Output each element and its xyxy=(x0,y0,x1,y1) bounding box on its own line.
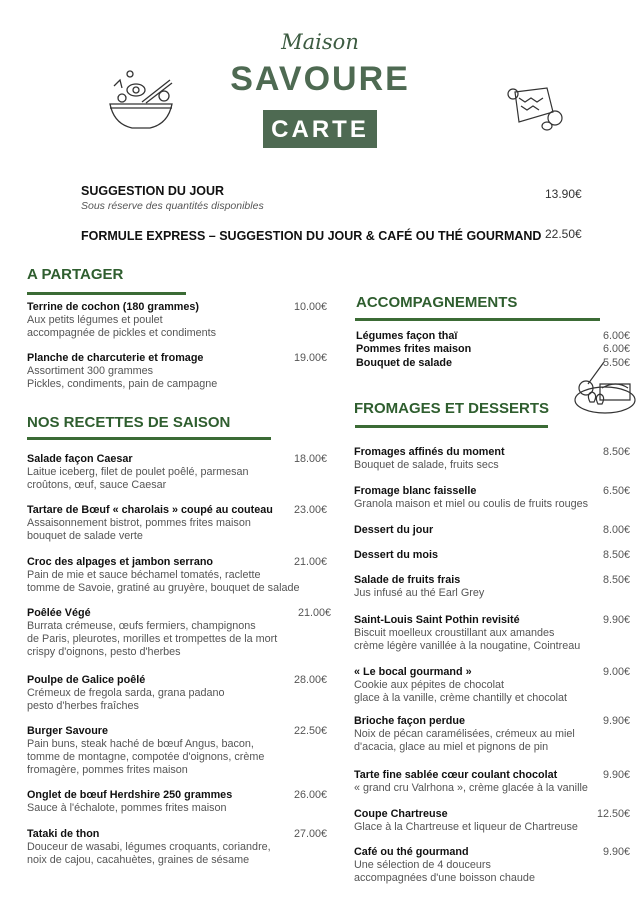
item-price: 27.00€ xyxy=(293,828,327,840)
section-title-accompagnements: ACCOMPAGNEMENTS xyxy=(356,294,518,311)
item-description: Sauce à l'échalote, pommes frites maison xyxy=(27,802,227,814)
item-description: pesto d'herbes fraîches xyxy=(27,700,139,712)
item-name: Terrine de cochon (180 grammes) xyxy=(27,301,200,313)
item-name: Pommes frites maison xyxy=(356,343,472,355)
item-name: Salade de fruits frais xyxy=(354,574,461,586)
item-price: 19.00€ xyxy=(293,352,327,364)
item-name: « Le bocal gourmand » xyxy=(354,666,472,678)
item-name: Croc des alpages et jambon serrano xyxy=(27,556,214,568)
item-name: Fromage blanc faisselle xyxy=(354,485,477,497)
item-description: crispy d'oignons, pesto d'herbes xyxy=(27,646,181,658)
item-name: Coupe Chartreuse xyxy=(354,808,448,820)
item-description: Pain de mie et sauce béchamel tomatés, raclette xyxy=(27,569,261,581)
item-name: Fromages affinés du moment xyxy=(354,446,505,458)
item-description: Laitue iceberg, filet de poulet poêlé, parmesan xyxy=(27,466,249,478)
menu-item xyxy=(356,343,471,356)
item-name: Tataki de thon xyxy=(27,828,100,840)
item-price: 6.50€ xyxy=(602,485,630,497)
item-price: 8.50€ xyxy=(602,549,630,561)
item-price: 6.00€ xyxy=(602,330,630,342)
menu-item xyxy=(354,446,505,472)
item-name: Planche de charcuterie et fromage xyxy=(27,352,204,364)
menu-item xyxy=(27,607,277,659)
item-price: 28.00€ xyxy=(293,674,327,686)
item-description: « grand cru Valrhona », crème glacée à la vanille xyxy=(354,782,588,794)
item-description: Une sélection de 4 douceurs xyxy=(354,859,491,871)
item-price: 18.00€ xyxy=(293,453,327,465)
item-description: croûtons, œuf, sauce Caesar xyxy=(27,479,167,491)
item-price: 8.50€ xyxy=(602,446,630,458)
menu-item xyxy=(356,330,457,343)
menu-item xyxy=(354,715,575,754)
item-name: Café ou thé gourmand xyxy=(354,846,469,858)
item-name: Poulpe de Galice poêlé xyxy=(27,674,146,686)
brand-name: SAVOURE xyxy=(230,60,410,98)
item-description: Assaisonnement bistrot, pommes frites maison xyxy=(27,517,251,529)
item-name: Salade façon Caesar xyxy=(27,453,133,465)
menu-item xyxy=(27,504,273,543)
item-price: 12.50€ xyxy=(596,808,630,820)
item-description: Assortiment 300 grammes xyxy=(27,365,154,377)
item-description: Crémeux de fregola sarda, grana padano xyxy=(27,687,225,699)
item-name: Tartare de Bœuf « charolais » coupé au couteau xyxy=(27,504,273,516)
item-price: 8.00€ xyxy=(602,524,630,536)
item-name: Onglet de bœuf Herdshire 250 grammes xyxy=(27,789,233,801)
section-divider xyxy=(355,318,600,321)
menu-item xyxy=(354,769,588,795)
item-description: glace à la vanille, crème chantilly et chocolat xyxy=(354,692,568,704)
formule-name: FORMULE EXPRESS – SUGGESTION DU JOUR & CAFÉ OU THÉ GOURMAND xyxy=(81,229,542,243)
item-description: Douceur de wasabi, légumes croquants, coriandre, xyxy=(27,841,271,853)
item-price: 22.50€ xyxy=(293,725,327,737)
item-price: 9.90€ xyxy=(602,715,630,727)
item-price: 21.00€ xyxy=(293,556,327,568)
salad-bowl-illustration-icon xyxy=(106,68,178,130)
suggestion-name: SUGGESTION DU JOUR xyxy=(81,184,225,198)
item-price: 9.90€ xyxy=(602,614,630,626)
menu-item xyxy=(354,485,588,511)
item-description: Bouquet de salade, fruits secs xyxy=(354,459,499,471)
brand-script: Maison xyxy=(281,30,359,54)
item-description: Granola maison et miel ou coulis de fruits rouges xyxy=(354,498,589,510)
section-title-a-partager: A PARTAGER xyxy=(27,266,124,283)
item-description: de Paris, pleurotes, morilles et trompettes de la mort xyxy=(27,633,278,645)
section-title-nos-recettes-de-saison: NOS RECETTES DE SAISON xyxy=(27,414,231,431)
item-name: Dessert du mois xyxy=(354,549,439,561)
item-description: Aux petits légumes et poulet xyxy=(27,314,163,326)
menu-item xyxy=(27,674,224,713)
item-description: Burrata crémeuse, œufs fermiers, champignons xyxy=(27,620,256,632)
suggestion-desc: Sous réserve des quantités disponibles xyxy=(81,200,264,212)
menu-item xyxy=(27,556,300,595)
item-price: 5.50€ xyxy=(602,357,630,369)
menu-item xyxy=(27,828,271,867)
section-divider xyxy=(27,292,186,295)
item-description: tomme de montagne, compotée d'oignons, crème xyxy=(27,751,265,763)
menu-item xyxy=(356,357,452,370)
menu-item xyxy=(354,614,580,653)
item-price: 10.00€ xyxy=(293,301,327,313)
item-price: 8.50€ xyxy=(602,574,630,586)
item-price: 9.00€ xyxy=(602,666,630,678)
menu-item xyxy=(27,453,248,492)
item-description: tomme de Savoie, gratiné au gruyère, bouquet de salade xyxy=(27,582,300,594)
item-description: d'acacia, glace au miel et pignons de pin xyxy=(354,741,549,753)
menu-item xyxy=(354,666,567,705)
item-price: 23.00€ xyxy=(293,504,327,516)
item-price: 21.00€ xyxy=(297,607,331,619)
section-divider xyxy=(355,425,548,428)
item-price: 9.90€ xyxy=(602,846,630,858)
quiche-illustration-icon xyxy=(505,82,565,132)
item-description: Biscuit moelleux croustillant aux amandes xyxy=(354,627,555,639)
item-price: 6.00€ xyxy=(602,343,630,355)
item-description: accompagnées d'une boisson chaude xyxy=(354,872,535,884)
formule-price: 22.50€ xyxy=(545,227,582,241)
item-price: 9.90€ xyxy=(602,769,630,781)
menu-item xyxy=(354,574,484,600)
item-description: crème légère vanillée à la nougatine, Cointreau xyxy=(354,640,581,652)
menu-item xyxy=(27,725,264,777)
menu-item xyxy=(354,549,438,562)
menu-item xyxy=(354,524,433,537)
item-name: Burger Savoure xyxy=(27,725,109,737)
menu-item xyxy=(27,352,217,391)
item-name: Bouquet de salade xyxy=(356,357,452,369)
item-description: accompagnée de pickles et condiments xyxy=(27,327,217,339)
item-description: Jus infusé au thé Earl Grey xyxy=(354,587,485,599)
menu-item xyxy=(27,789,232,815)
item-description: Glace à la Chartreuse et liqueur de Chartreuse xyxy=(354,821,578,833)
suggestion-price: 13.90€ xyxy=(545,187,582,201)
item-description: Cookie aux pépites de chocolat xyxy=(354,679,505,691)
item-name: Poêlée Végé xyxy=(27,607,91,619)
item-name: Brioche façon perdue xyxy=(354,715,465,727)
item-name: Légumes façon thaï xyxy=(356,330,458,342)
item-description: Pickles, condiments, pain de campagne xyxy=(27,378,218,390)
menu-item xyxy=(354,846,535,885)
section-divider xyxy=(27,437,271,440)
item-price: 26.00€ xyxy=(293,789,327,801)
item-description: bouquet de salade verte xyxy=(27,530,143,542)
item-name: Dessert du jour xyxy=(354,524,434,536)
section-title-fromages-et-desserts: FROMAGES ET DESSERTS xyxy=(354,400,550,417)
item-description: fromagère, pommes frites maison xyxy=(27,764,188,776)
item-name: Saint-Louis Saint Pothin revisité xyxy=(354,614,520,626)
item-name: Tarte fine sablée cœur coulant chocolat xyxy=(354,769,558,781)
item-description: Pain buns, steak haché de bœuf Angus, bacon, xyxy=(27,738,254,750)
menu-item xyxy=(354,808,578,834)
menu-item xyxy=(27,301,216,340)
item-description: Noix de pécan caramélisées, crémeux au miel xyxy=(354,728,575,740)
carte-badge: CARTE xyxy=(263,110,377,148)
item-description: noix de cajou, cacahuètes, graines de sésame xyxy=(27,854,250,866)
